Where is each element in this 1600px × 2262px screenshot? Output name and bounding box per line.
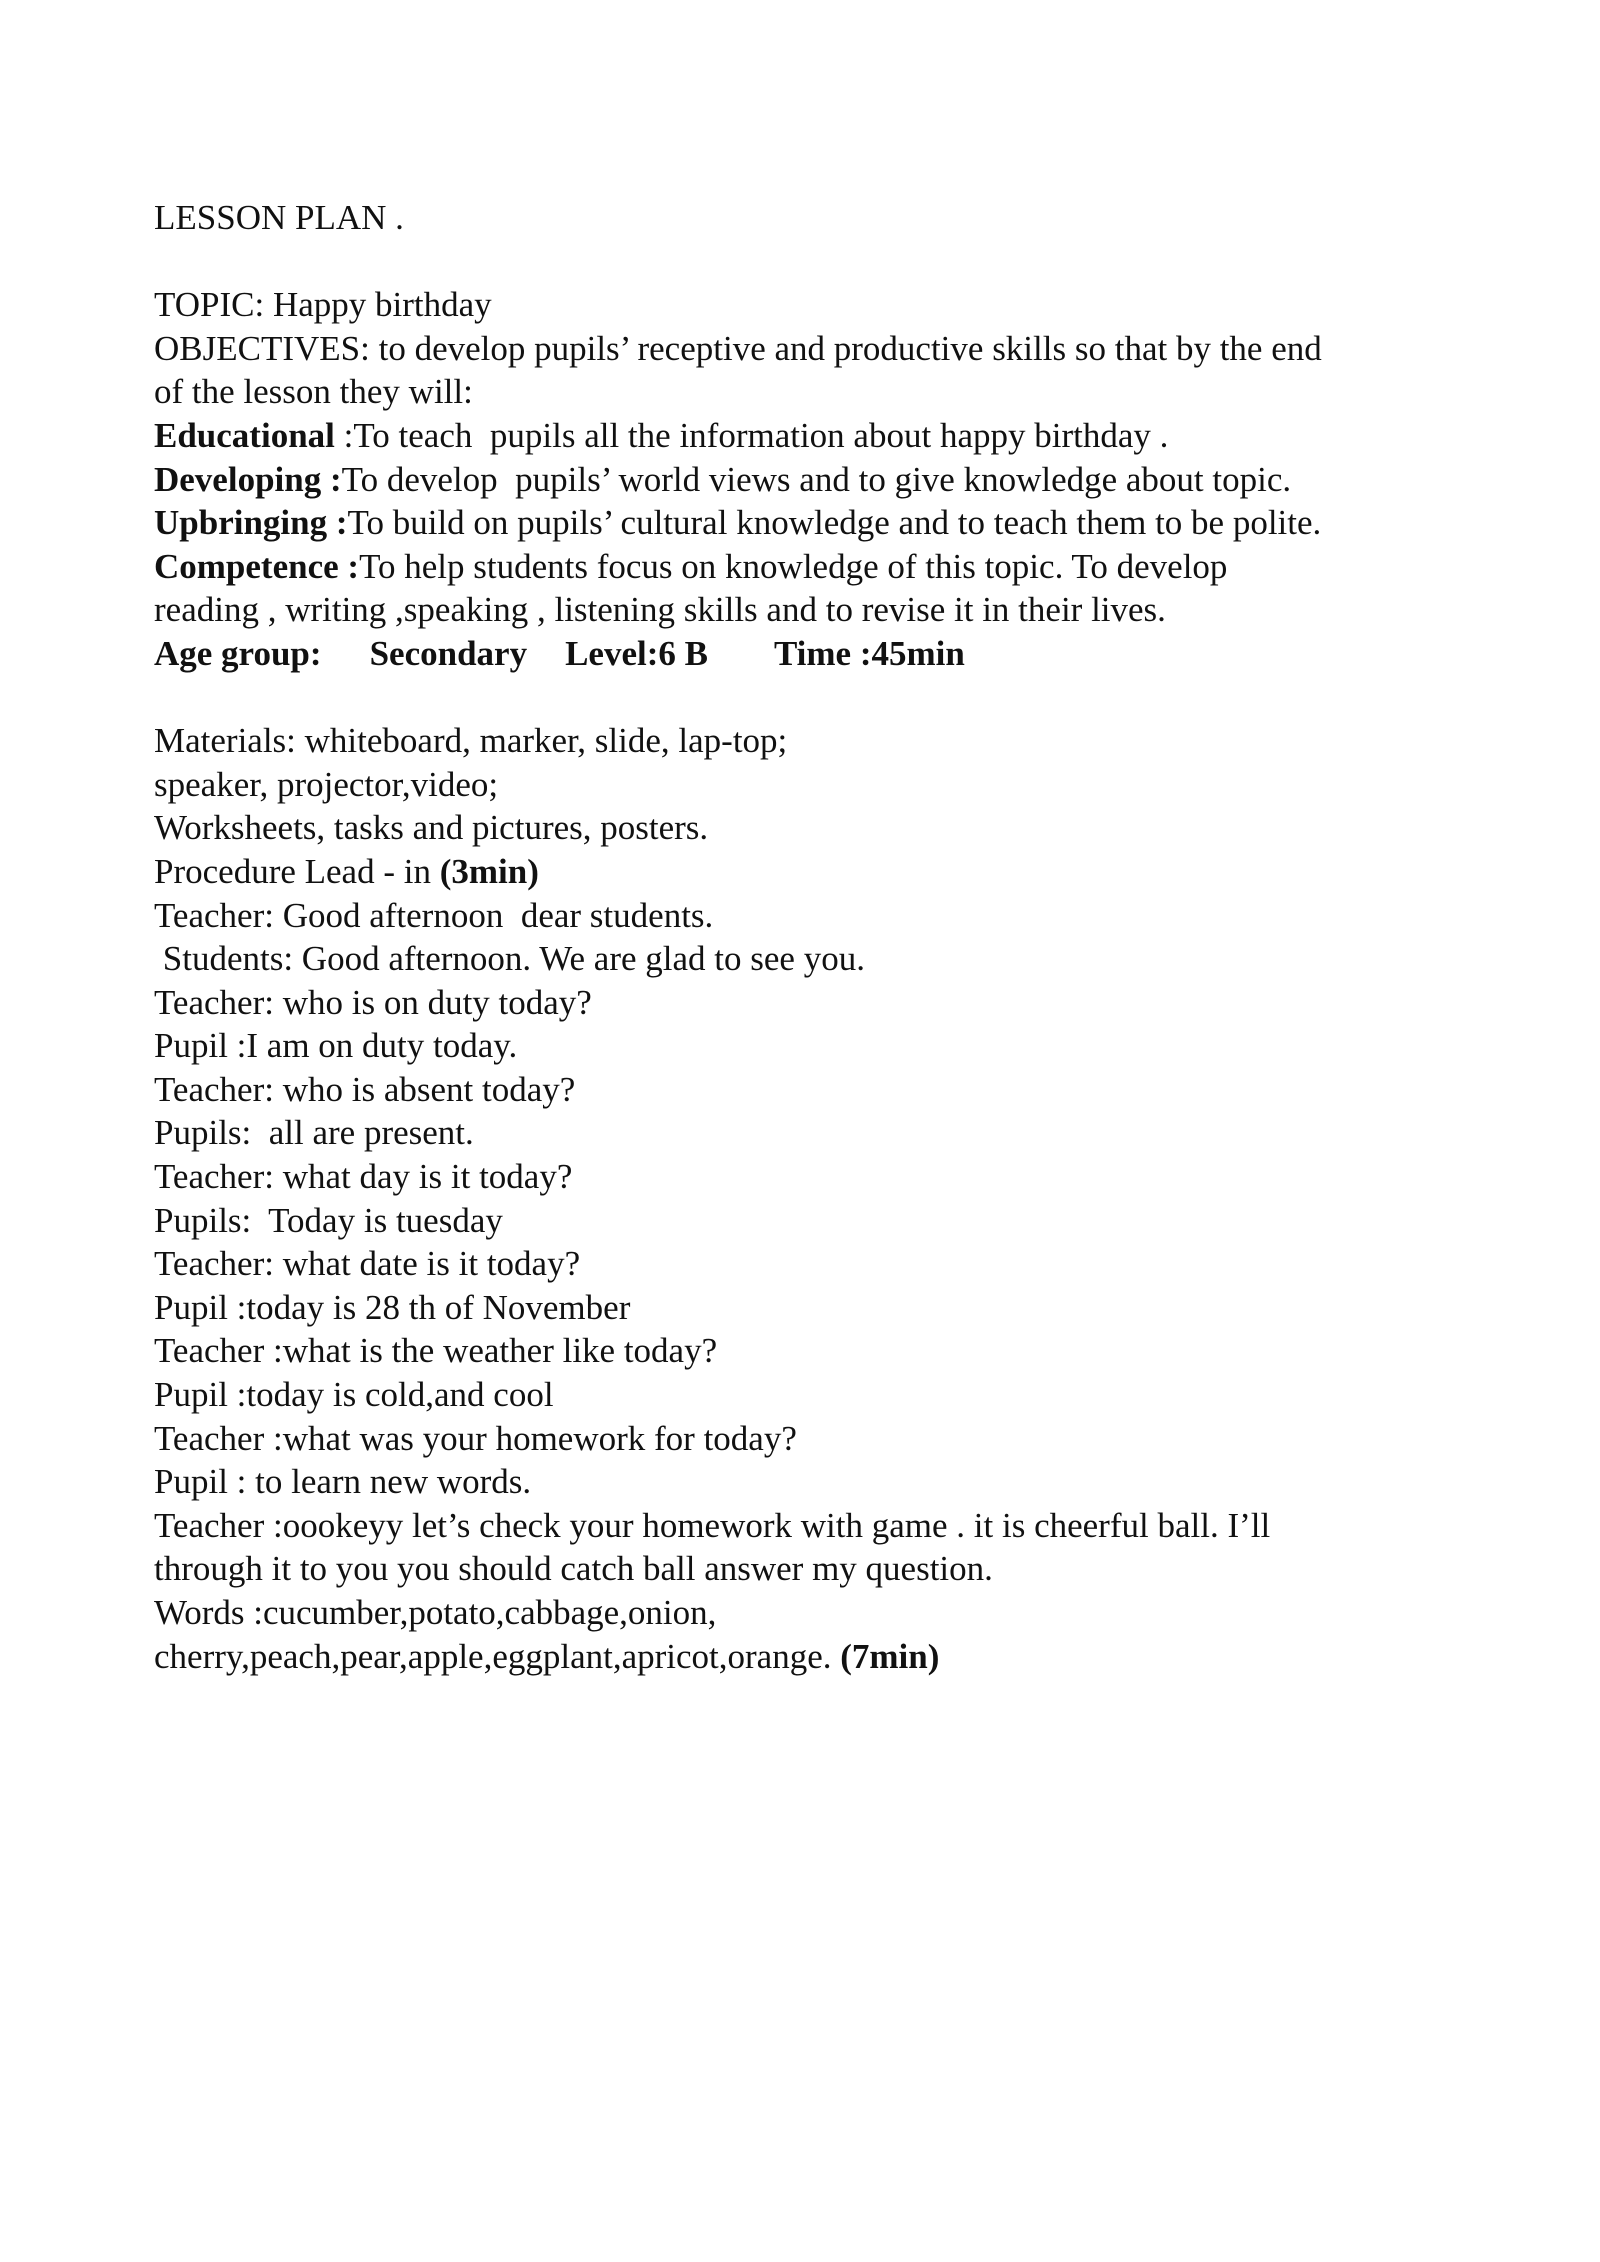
dialogue-line: Teacher: who is absent today? [154,1069,576,1109]
competence-objective [154,545,1454,589]
materials-line-1: Materials: whiteboard, marker, slide, lap-top; [154,721,788,761]
dialogue-line: Pupil : to learn new words. [154,1462,532,1502]
lesson-meta-line [154,632,1454,676]
competence-text: To help students focus on knowledge of this topic. To develop [359,546,1228,586]
developing-text: To develop pupils’ world views and to give knowledge about topic. [341,459,1292,499]
words-line-2 [154,1635,1454,1679]
dialogue-line: Teacher: what day is it today? [154,1157,573,1197]
dialogue-line: Teacher :oookeyy let’s check your homework with game . it is cheerful ball. I’ll [154,1505,1271,1545]
competence-label: Competence : [154,546,360,586]
dialogue-line: Pupil :today is 28 th of November [154,1287,631,1327]
level-value: Level:6 B [565,633,708,673]
topic-line: TOPIC: Happy birthday [154,285,492,325]
upbringing-label: Upbringing : [154,503,348,543]
procedure-time: (3min) [439,851,539,891]
spacer [154,240,1454,284]
educational-label: Educational [154,415,335,455]
dialogue-line: Teacher :what is the weather like today? [154,1331,718,1371]
document-title: LESSON PLAN . [154,198,404,237]
dialogue-line: Teacher: who is on duty today? [154,982,592,1022]
upbringing-text: To build on pupils’ cultural knowledge and to teach them to be polite. [347,503,1322,543]
words-time: (7min) [840,1636,940,1676]
dialogue-line: Pupils: Today is tuesday [154,1200,503,1240]
dialogue-line: Students: Good afternoon. We are glad to see you. [154,939,865,979]
procedure-text: Procedure Lead - in [154,851,440,891]
dialogue-line: Pupil :I am on duty today. [154,1026,518,1066]
materials-line-3: Worksheets, tasks and pictures, posters. [154,808,709,848]
age-group-label: Age group: [154,633,322,673]
developing-objective [154,458,1454,502]
lesson-plan-body [154,196,1454,1678]
dialogue-line: Pupils: all are present. [154,1113,474,1153]
developing-label: Developing : [154,459,342,499]
words-line-1: Words :cucumber,potato,cabbage,onion, [154,1593,717,1632]
time-value: Time :45min [773,633,965,673]
materials-line-2: speaker, projector,video; [154,764,499,804]
dialogue-line: Pupil :today is cold,and cool [154,1375,554,1415]
educational-objective [154,414,1454,458]
dialogue-line: Teacher: Good afternoon dear students. [154,895,714,935]
objectives-line-2: of the lesson they will: [154,372,473,412]
upbringing-objective [154,501,1454,545]
dialogue-line: through it to you you should catch ball answer my question. [154,1549,993,1589]
educational-text: :To teach pupils all the information about happy birthday . [334,415,1169,455]
age-group-value: Secondary [369,633,528,673]
dialogue-line: Teacher: what date is it today? [154,1244,581,1284]
dialogue-line: Teacher :what was your homework for today? [154,1418,797,1458]
words-list: cherry,peach,pear,apple,eggplant,apricot,orange. [154,1636,841,1676]
procedure-line [154,850,1454,894]
competence-line-2: reading , writing ,speaking , listening skills and to revise it in their lives. [154,590,1166,630]
objectives-line-1: OBJECTIVES: to develop pupils’ receptive and productive skills so that by the end [154,328,1322,368]
spacer [154,676,1454,720]
